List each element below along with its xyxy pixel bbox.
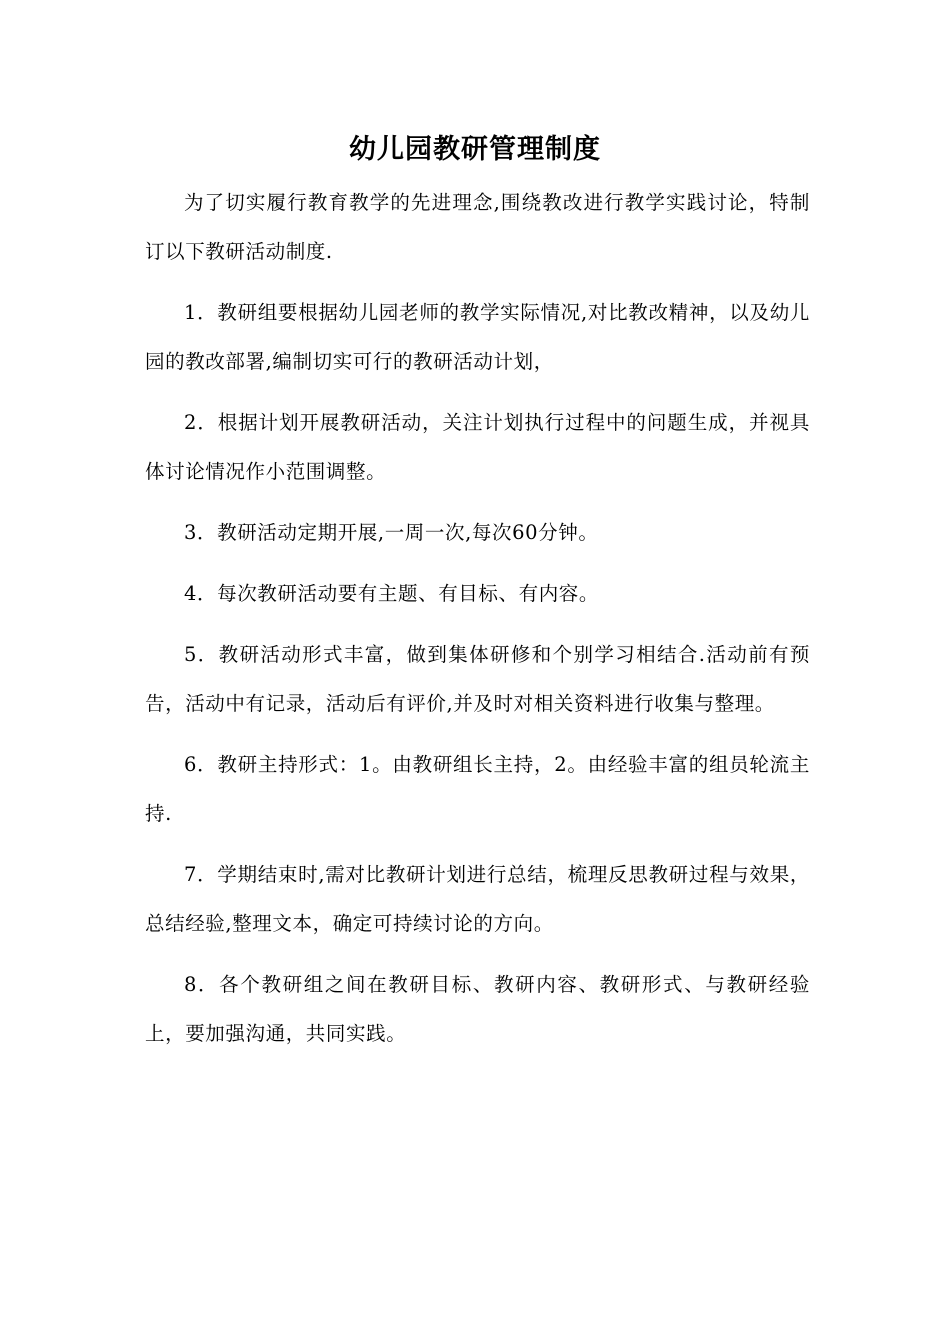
rule-7-paragraph: 7．学期结束时,需对比教研计划进行总结，梳理反思教研过程与效果，总结经验,整理文本，确定可持续讨论的方向。 [145, 863, 810, 935]
rule-8-paragraph: 8．各个教研组之间在教研目标、教研内容、教研形式、与教研经验上，要加强沟通，共同实践。 [145, 973, 810, 1045]
rule-5-paragraph: 5．教研活动形式丰富，做到集体研修和个别学习相结合.活动前有预告，活动中有记录，活动后有评价,并及时对相关资料进行收集与整理。 [145, 643, 810, 715]
rule-4-paragraph: 4．每次教研活动要有主题、有目标、有内容。 [184, 582, 600, 605]
document-title: 幼儿园教研管理制度 [349, 134, 601, 165]
rule-2-paragraph: 2．根据计划开展教研活动，关注计划执行过程中的问题生成，并视具体讨论情况作小范围调整。 [145, 411, 810, 483]
rule-1-paragraph: 1．教研组要根据幼儿园老师的教学实际情况,对比教改精神，以及幼儿园的教改部署,编制切实可行的教研活动计划， [145, 301, 810, 373]
intro-paragraph: 为了切实履行教育教学的先进理念,围绕教改进行教学实践讨论，特制订以下教研活动制度. [145, 191, 810, 263]
rule-6-paragraph: 6．教研主持形式：1。由教研组长主持，2。由经验丰富的组员轮流主持. [145, 753, 810, 825]
document-body [145, 178, 810, 1070]
rule-3-paragraph: 3．教研活动定期开展,一周一次,每次60分钟。 [184, 521, 599, 544]
